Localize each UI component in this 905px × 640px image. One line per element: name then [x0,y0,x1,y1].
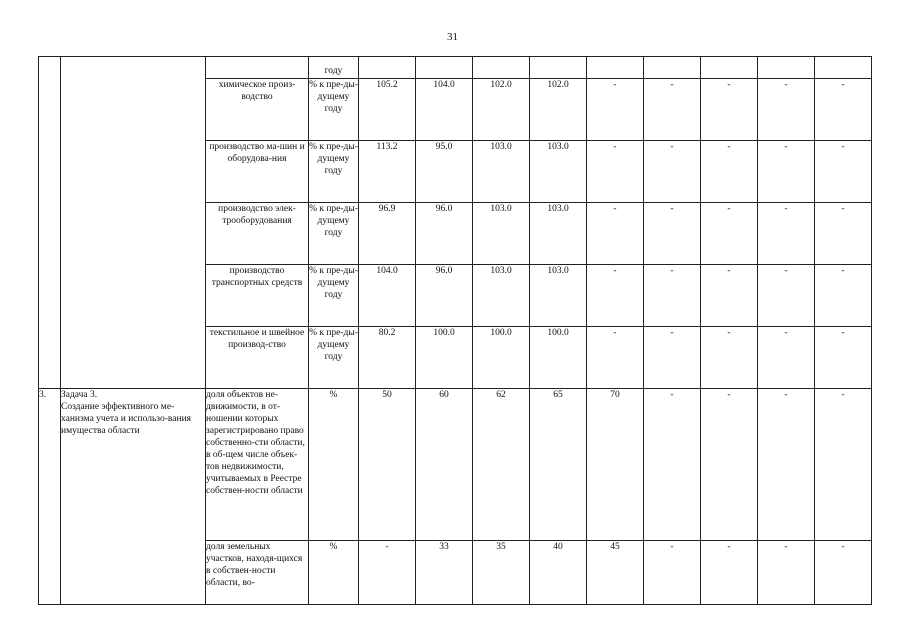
value-cell: 62 [473,389,530,541]
value-cell: 102.0 [530,79,587,141]
value-cell: - [815,389,872,541]
page-number: 31 [447,31,458,43]
value-cell: - [587,327,644,389]
value-cell: 45 [587,541,644,605]
value-cell: - [701,327,758,389]
value-cell: - [758,265,815,327]
indicator-cell: производство элек-трооборудования [206,203,309,265]
value-cell: - [815,327,872,389]
value-cell: 100.0 [416,327,473,389]
unit-cell: % к пре-ды-дущему году [309,79,359,141]
value-cell: - [587,265,644,327]
value-cell: - [701,203,758,265]
value-cell [530,57,587,79]
value-cell: 40 [530,541,587,605]
value-cell: 80.2 [359,327,416,389]
value-cell: - [701,389,758,541]
value-cell [815,57,872,79]
indicator-cell: производство ма-шин и оборудова-ния [206,141,309,203]
indicators-table [38,56,872,605]
value-cell: 100.0 [473,327,530,389]
value-cell [473,57,530,79]
indicator-cell: химическое произ-водство [206,79,309,141]
value-cell: 103.0 [473,265,530,327]
unit-cell: году [309,57,359,79]
value-cell: - [644,203,701,265]
value-cell: - [701,79,758,141]
value-cell: 104.0 [416,79,473,141]
indicator-cell: текстильное и швейное производ-ство [206,327,309,389]
task-description: Создание эффективного ме-ханизма учета и использо-вания имущества области [61,402,192,436]
value-cell: 35 [473,541,530,605]
value-cell [644,57,701,79]
unit-cell: % к пре-ды-дущему году [309,327,359,389]
value-cell: 103.0 [530,265,587,327]
value-cell: - [359,541,416,605]
value-cell: 113.2 [359,141,416,203]
value-cell: - [758,541,815,605]
value-cell: 50 [359,389,416,541]
indicator-cell [206,57,309,79]
value-cell: 100.0 [530,327,587,389]
table-row [39,57,872,79]
value-cell: - [815,203,872,265]
value-cell: - [587,141,644,203]
value-cell: - [644,541,701,605]
value-cell: - [758,79,815,141]
value-cell: - [815,265,872,327]
value-cell: - [815,79,872,141]
value-cell: - [587,79,644,141]
value-cell [758,57,815,79]
value-cell: - [701,541,758,605]
task-cell [61,57,206,389]
value-cell: 96.9 [359,203,416,265]
value-cell: - [644,389,701,541]
table-row [39,389,872,541]
value-cell: 103.0 [473,203,530,265]
value-cell: 70 [587,389,644,541]
value-cell: - [758,327,815,389]
value-cell: 65 [530,389,587,541]
value-cell [587,57,644,79]
unit-cell: % к пре-ды-дущему году [309,141,359,203]
unit-cell: % к пре-ды-дущему году [309,203,359,265]
indicator-cell: доля земельных участков, находя-щихся в собствен-ности области, во- [206,541,309,605]
value-cell: - [644,265,701,327]
value-cell: - [701,265,758,327]
indicator-cell: доля объектов не-движимости, в от-ношении которых зарегистрировано право собственно-сти области, в об-щем числе объек-тов недвижимости, учитываемых в Реестре собствен-ности области [206,389,309,541]
value-cell: 95.0 [416,141,473,203]
value-cell [416,57,473,79]
task-title: Задача 3. [61,390,98,400]
value-cell [359,57,416,79]
unit-cell: % [309,389,359,541]
value-cell: - [701,141,758,203]
unit-cell: % [309,541,359,605]
number-cell [39,57,61,389]
value-cell: 105.2 [359,79,416,141]
value-cell [701,57,758,79]
value-cell: 102.0 [473,79,530,141]
indicator-cell: производство транспортных средств [206,265,309,327]
value-cell: - [644,327,701,389]
value-cell: 103.0 [530,203,587,265]
value-cell: - [758,203,815,265]
value-cell: 103.0 [530,141,587,203]
value-cell: 96.0 [416,203,473,265]
value-cell: 96.0 [416,265,473,327]
value-cell: - [758,389,815,541]
value-cell: - [758,141,815,203]
value-cell: - [644,141,701,203]
value-cell: 60 [416,389,473,541]
value-cell: 33 [416,541,473,605]
value-cell: - [815,541,872,605]
value-cell: 103.0 [473,141,530,203]
task-number: 3. [39,389,61,605]
unit-cell: % к пре-ды-дущему году [309,265,359,327]
value-cell: - [587,203,644,265]
value-cell: - [815,141,872,203]
value-cell: - [644,79,701,141]
task-cell [61,389,206,605]
value-cell: 104.0 [359,265,416,327]
